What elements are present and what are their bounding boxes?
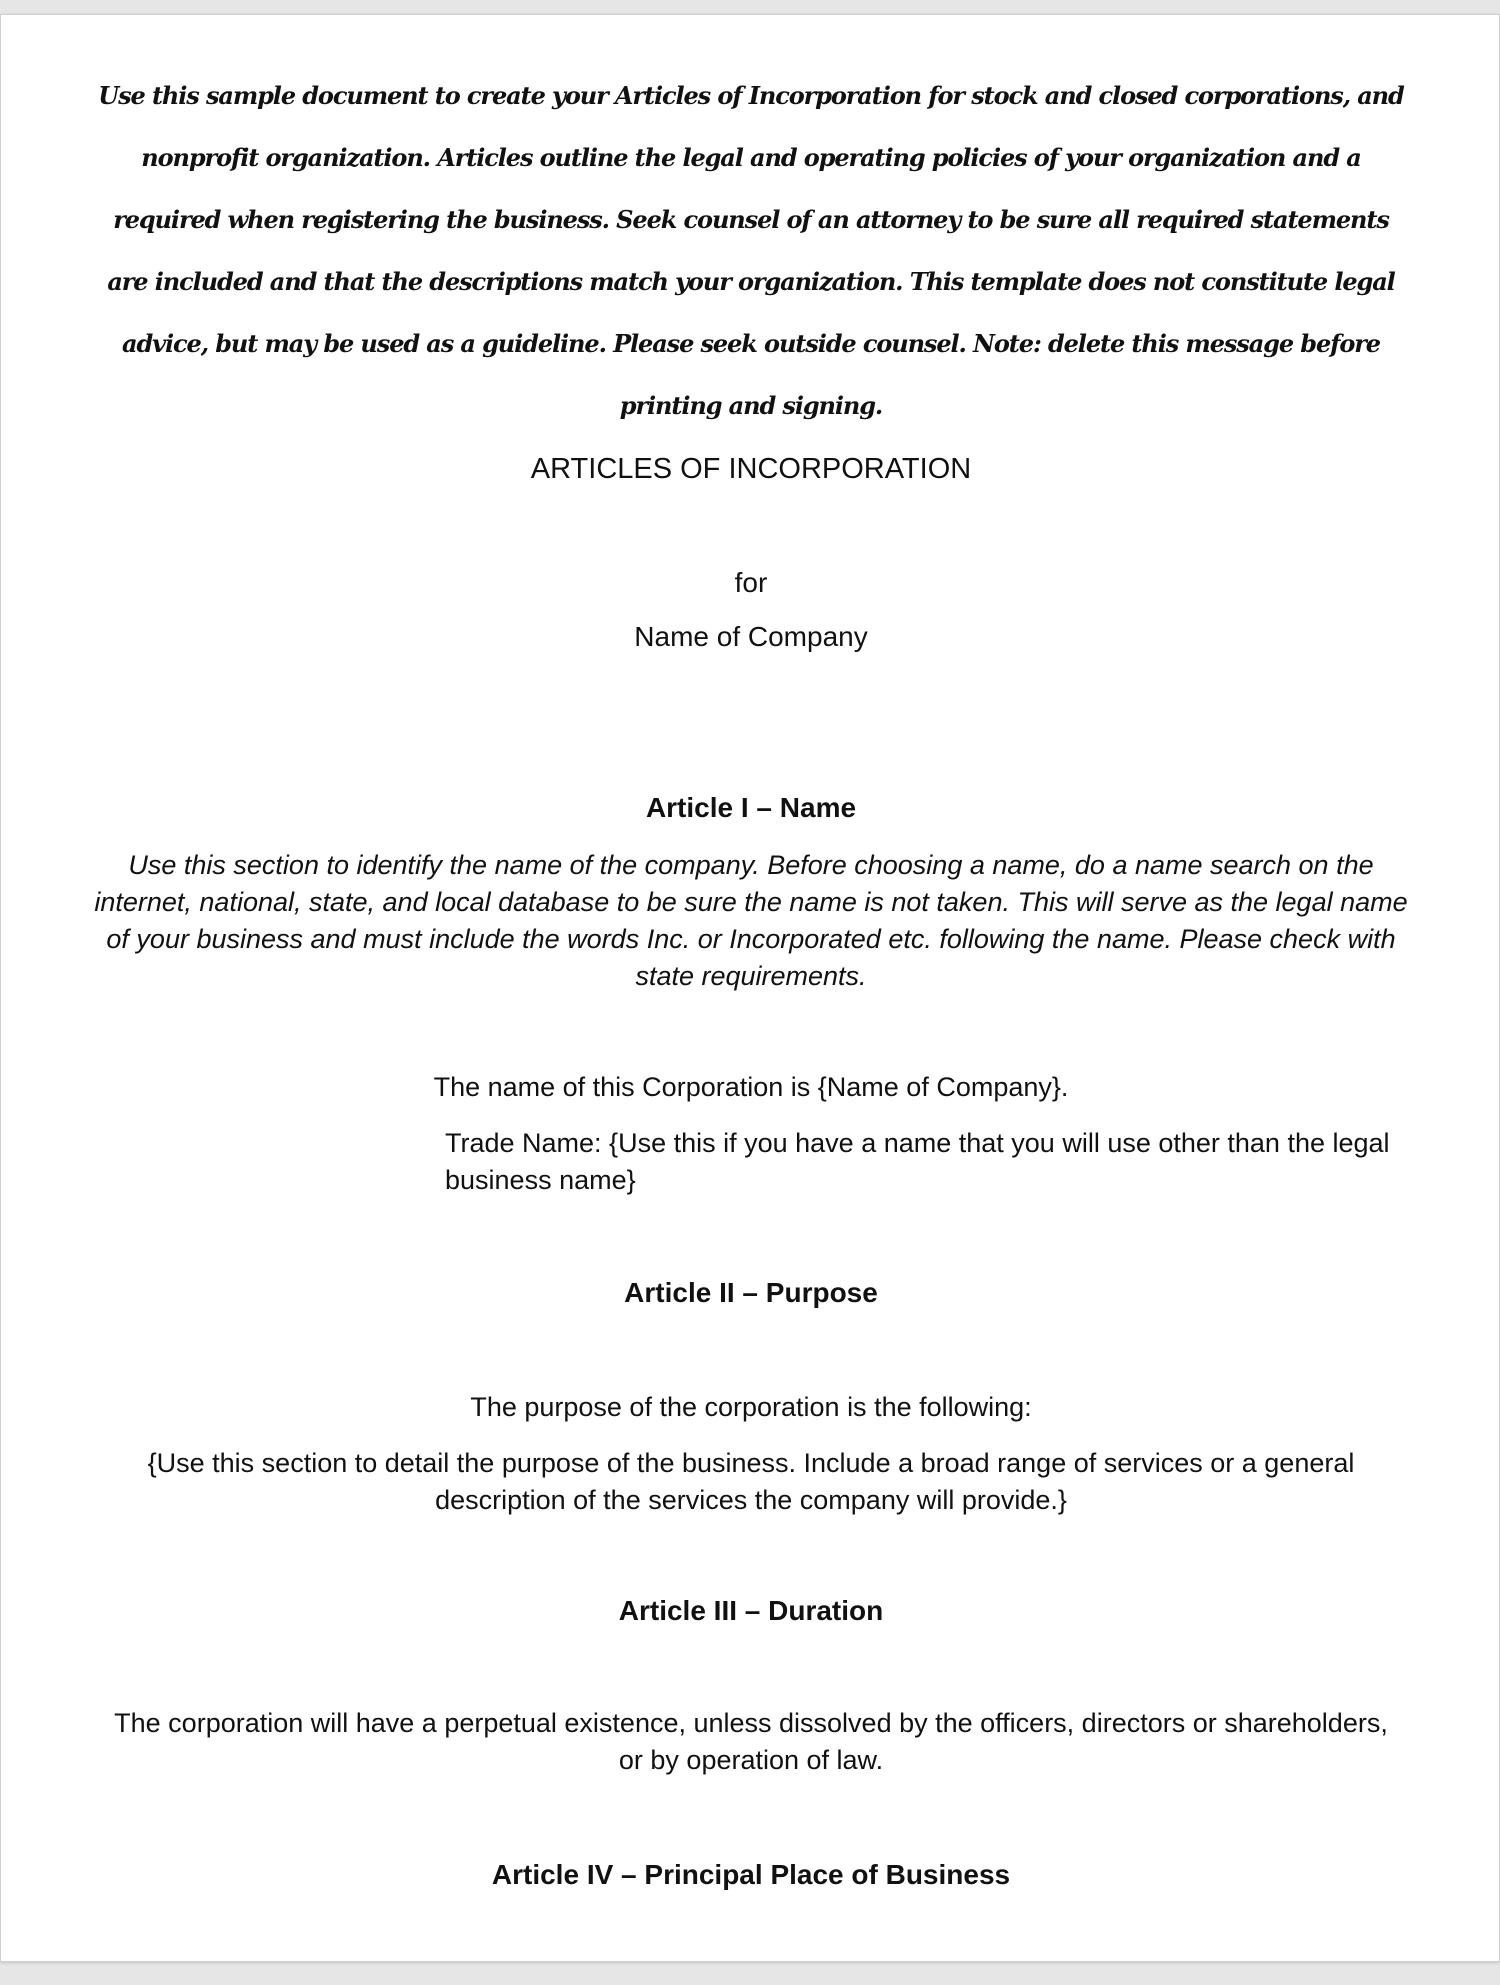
article-1-heading: Article I – Name <box>645 792 857 823</box>
trade-name: Trade Name: {Use this if you have a name that you will use other than the legal business name} <box>445 1128 1390 1195</box>
article-1-statement: The name of this Corporation is {Name of Company}. <box>433 1072 1069 1102</box>
article-3-statement: The corporation will have a perpetual existence, unless dissolved by the officers, directors or shareholders, or by operation of law. <box>114 1708 1388 1775</box>
article-4-heading: Article IV – Principal Place of Business <box>491 1859 1011 1890</box>
for-text: for <box>734 567 768 598</box>
company-name: Name of Company <box>634 621 868 652</box>
article-2-heading: Article II – Purpose <box>624 1277 878 1308</box>
instruction-note: Use this sample document to create your Articles of Incorporation for stock and closed corporations, and nonprofit organization. Articles outline the legal and operating policies of your organization and a required when registering the business. Seek counsel of an attorney to be sure all required statements are included and that the descriptions match your organization. This template does not constitute legal advice, but may be used as a guideline. Please seek outside counsel. Note: delete this message before printing and signing. <box>98 81 1404 420</box>
article-1-instructions: Use this section to identify the name of the company. Before choosing a name, do a name search on the internet, national, state, and local database to be sure the name is not taken. This will serve as the legal name of your business and must include the words Inc. or Incorporated etc. following the name. Please check with state requirements. <box>94 850 1408 991</box>
article-2-detail: {Use this section to detail the purpose of the business. Include a broad range of services or a general description of the services the company will provide.} <box>147 1448 1355 1515</box>
article-3-heading: Article III – Duration <box>618 1595 884 1626</box>
document-page <box>0 14 1500 1962</box>
document-title: ARTICLES OF INCORPORATION <box>530 453 972 485</box>
article-2-statement: The purpose of the corporation is the following: <box>470 1392 1032 1422</box>
